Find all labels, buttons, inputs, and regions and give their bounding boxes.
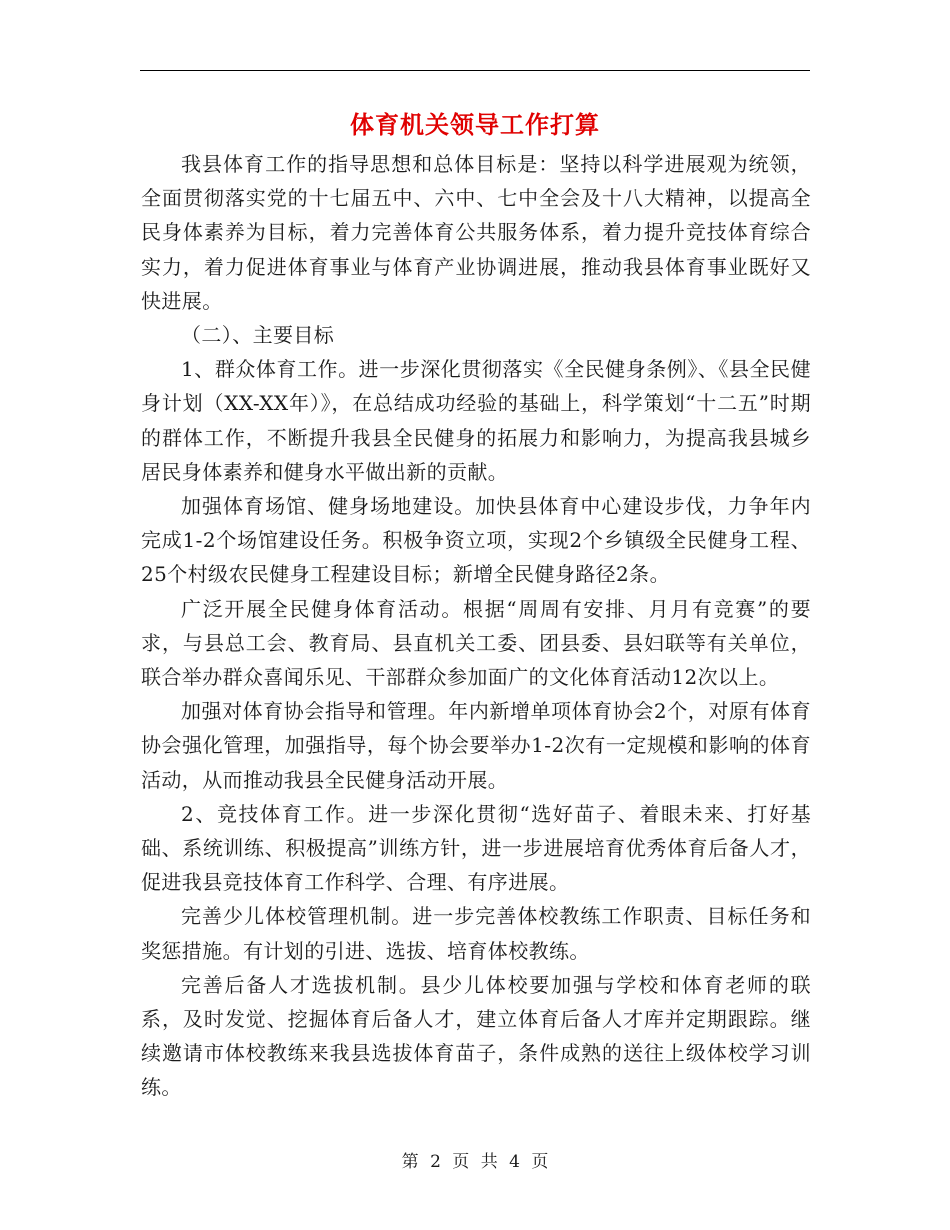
footer-total-prefix: 共 [480,1152,498,1172]
section-heading-main-goals: （二）、主要目标 [181,323,335,348]
footer-page-number: 2 [430,1152,441,1172]
footer-total-unit: 页 [531,1152,549,1172]
paragraph-mass-sports: 1、群众体育工作。进一步深化贯彻落实《全民健身条例》、《县全民健身计划（XX-XX年）》，在总结成功经验的基础上，科学策划“十二五”时期的群体工作，不断提升我县全民健身的拓展力和影响力，为提高我县城乡居民身体素养和健身水平做出新的贡献。 [141,357,811,484]
footer-total-pages: 4 [509,1152,520,1172]
header-rule [140,70,810,71]
page-footer [0,1150,950,1174]
paragraph-competitive-sports: 2、竞技体育工作。进一步深化贯彻“选好苗子、着眼未来、打好基础、系统训练、积极提高”训练方针，进一步进展培育优秀体育后备人才，促进我县竞技体育工作科学、合理、有序进展。 [141,801,811,895]
paragraph-talent-selection: 完善后备人才选拔机制。县少儿体校要加强与学校和体育老师的联系，及时发觉、挖掘体育后备人才，建立体育后备人才库并定期跟踪。继续邀请市体校教练来我县选拔体育苗子，条件成熟的送往上级体校学习训练。 [141,972,811,1100]
document-title: 体育机关领导工作打算 [350,110,600,139]
paragraph-sports-associations: 加强对体育协会指导和管理。年内新增单项体育协会2个，对原有体育协会强化管理，加强指导，每个协会要举办1-2次有一定规模和影响的体育活动，从而推动我县全民健身活动开展。 [141,699,811,792]
footer-page-prefix: 第 [401,1152,419,1172]
document-body [141,147,811,1105]
paragraph-venue-construction: 加强体育场馆、健身场地建设。加快县体育中心建设步伐，力争年内完成1-2个场馆建设任务。积极争资立项，实现2个乡镇级全民健身工程、25个村级农民健身工程建设目标；新增全民健身路径2条。 [141,494,811,587]
paragraph-fitness-activities: 广泛开展全民健身体育活动。根据“周周有安排、月月有竞赛”的要求，与县总工会、教育局、县直机关工委、团县委、县妇联等有关单位，联合举办群众喜闻乐见、干部群众参加面广的文化体育活动12次以上。 [141,596,811,690]
paragraph-guiding-principle: 我县体育工作的指导思想和总体目标是：坚持以科学进展观为统领，全面贯彻落实党的十七届五中、六中、七中全会及十八大精神，以提高全民身体素养为目标，着力完善体育公共服务体系，着力提升竞技体育综合实力，着力促进体育事业与体育产业协调进展，推动我县体育事业既好又快进展。 [141,152,811,313]
paragraph-youth-school-management: 完善少儿体校管理机制。进一步完善体校教练工作职责、目标任务和奖惩措施。有计划的引进、选拔、培育体校教练。 [141,904,811,963]
footer-page-unit: 页 [452,1152,470,1172]
